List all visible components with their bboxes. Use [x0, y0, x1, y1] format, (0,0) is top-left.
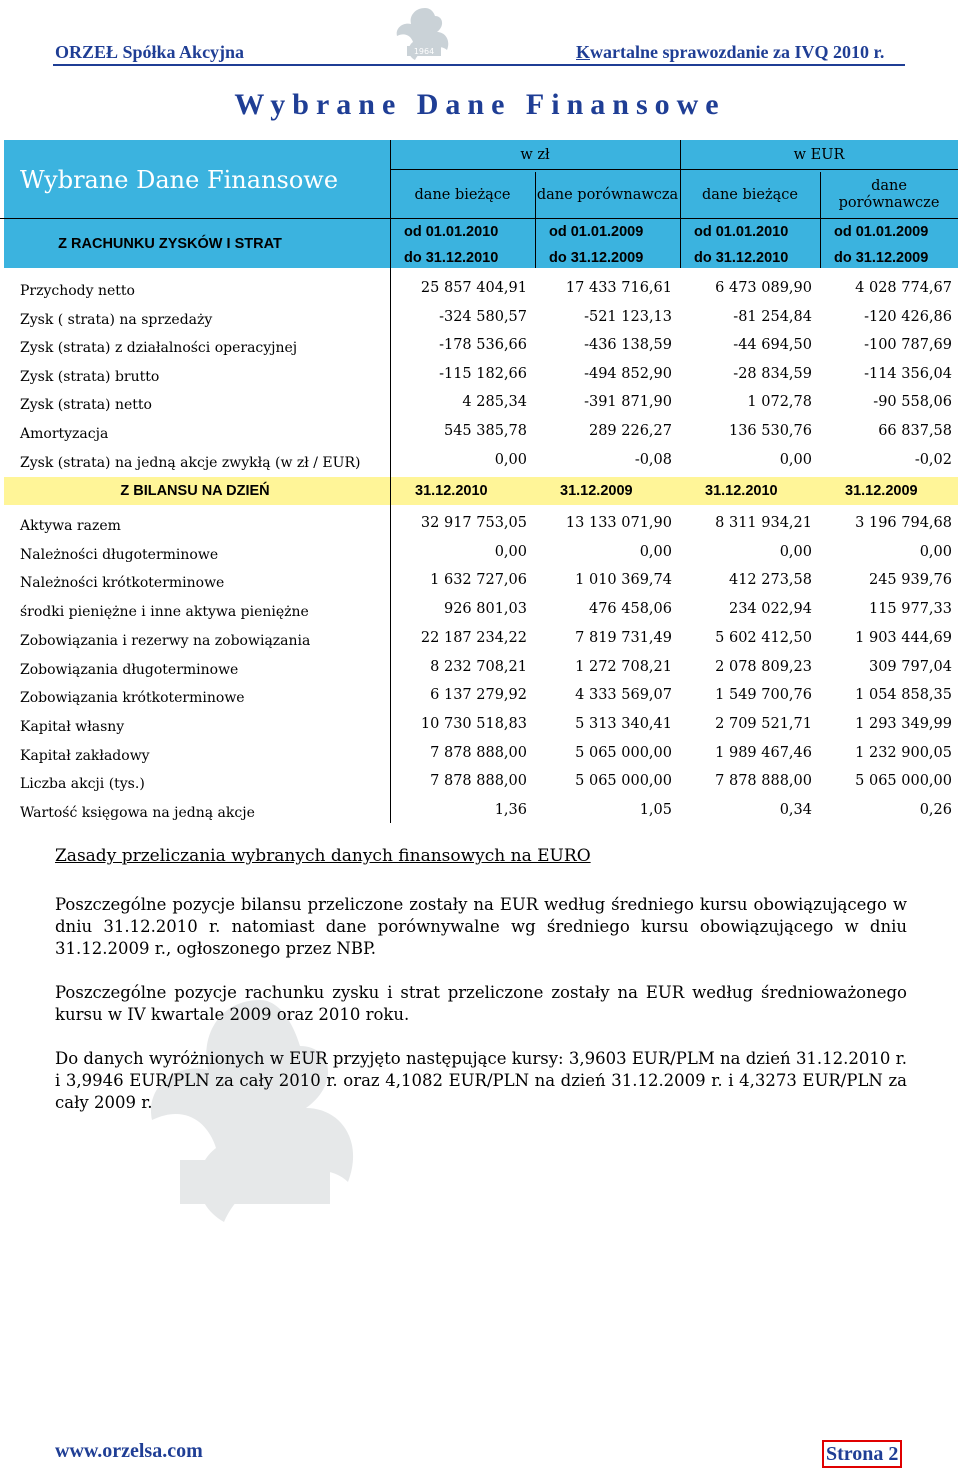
balance-row-value: 1 272 708,21 [575, 658, 672, 675]
company-name: ORZEŁ Spółka Akcyjna [55, 42, 245, 62]
col-header-pln-comparative: dane porównawcza [536, 186, 679, 203]
balance-section-title: Z BILANSU NA DZIEŃ [120, 483, 270, 499]
balance-row-label: Należności krótkoterminowe [20, 575, 225, 592]
balance-row-value: 7 878 888,00 [715, 773, 812, 790]
income-row-value: 136 530,76 [728, 423, 812, 439]
income-row-value: 545 385,78 [443, 423, 527, 439]
balance-row-label: Wartość księgowa na jedną akcje [20, 805, 255, 821]
income-row-value: 289 226,27 [588, 423, 672, 439]
income-row-value: 17 433 716,61 [565, 280, 672, 296]
balance-row-value: 1 232 900,05 [855, 744, 952, 761]
income-row-label: Zysk (strata) netto [20, 397, 152, 414]
notes-paragraph-2: Poszczególne pozycje rachunku zysku i strat przeliczone zostały na EUR według średnioważonego kursu w IV kwartale 2009 oraz 2010 roku. [55, 983, 907, 1024]
notes-title: Zasady przeliczania wybranych danych finansowych na EURO [55, 846, 591, 866]
income-row-value: -391 871,90 [584, 394, 672, 411]
balance-row-value: 5 313 340,41 [575, 715, 672, 732]
col-header-pln-current: dane bieżące [414, 187, 511, 203]
grid-line-h1 [390, 169, 958, 170]
balance-row-value: 1,05 [639, 802, 672, 818]
balance-date-1: 31.12.2009 [560, 483, 633, 499]
period-to-3: do 31.12.2009 [834, 250, 929, 266]
group-label-pln: w zł [520, 147, 550, 163]
income-row-value: -28 834,59 [733, 365, 812, 382]
group-label-eur: w EUR [793, 147, 845, 163]
income-row-value: 0,00 [779, 451, 812, 468]
balance-row-label: Zobowiązania długoterminowe [20, 661, 239, 678]
page-title: Wybrane Dane Finansowe [234, 88, 726, 121]
income-row-label: Przychody netto [20, 283, 135, 299]
balance-row-value: 4 333 569,07 [575, 687, 672, 704]
period-to-2: do 31.12.2010 [694, 250, 789, 266]
grid-line-h2 [0, 218, 958, 219]
balance-row-value: 1,36 [494, 802, 527, 818]
balance-row-value: 1 010 369,74 [575, 572, 672, 589]
balance-row-value: 32 917 753,05 [420, 515, 527, 531]
balance-row-value: 0,26 [919, 802, 952, 818]
page-number: Strona 2 [822, 1440, 902, 1468]
balance-row-label: Liczba akcji (tys.) [20, 776, 145, 793]
balance-row-value: 2 709 521,71 [715, 715, 812, 732]
balance-row-value: 0,00 [639, 543, 672, 560]
income-row-value: -0,02 [914, 451, 952, 468]
balance-row-value: 234 022,94 [728, 601, 812, 618]
period-from-0: od 01.01.2010 [404, 224, 499, 240]
balance-row-value: 1 632 727,06 [430, 572, 527, 589]
period-from-2: od 01.01.2010 [694, 224, 789, 240]
grid-line-v3 [680, 140, 681, 268]
grid-line-v4 [820, 172, 821, 268]
notes-paragraph-3: Do danych wyróżnionych w EUR przyjęto następujące kursy: 3,9603 EUR/PLM na dzień 31.12.2010 r. i 3,9946 EUR/PLN za cały 2010 r. oraz 4,1082 EUR/PLN na dzień 31.12.2009 r. i 4,3273 EUR/PLN za cały 2009 r. [55, 1049, 907, 1112]
income-row-value: -44 694,50 [733, 337, 812, 354]
balance-row-value: 5 065 000,00 [575, 744, 672, 761]
income-row-value: -120 426,86 [864, 308, 952, 325]
income-row-value: -521 123,13 [584, 308, 672, 325]
income-row-value: -436 138,59 [584, 337, 672, 354]
income-row-label: Amortyzacja [20, 426, 109, 442]
balance-row-label: Kapitał własny [20, 718, 125, 735]
balance-row-value: 5 065 000,00 [575, 773, 672, 790]
balance-row-value: 2 078 809,23 [715, 658, 812, 675]
income-row-value: 1 072,78 [747, 394, 812, 411]
balance-row-value: 3 196 794,68 [855, 515, 952, 531]
balance-row-value: 0,00 [494, 543, 527, 560]
balance-row-value: 1 989 467,46 [715, 744, 812, 761]
balance-row-value: 1 293 349,99 [855, 715, 952, 732]
income-row-label: Zysk (strata) brutto [20, 368, 160, 385]
balance-date-3: 31.12.2009 [845, 483, 918, 499]
balance-row-value: 10 730 518,83 [420, 715, 527, 732]
balance-date-2: 31.12.2010 [705, 483, 778, 499]
income-row-value: -90 558,06 [873, 394, 952, 411]
income-section-title: Z RACHUNKU ZYSKÓW I STRAT [58, 236, 282, 252]
income-row-label: Zysk (strata) na jedną akcje zwykłą (w zł / EUR) [20, 454, 361, 471]
report-title-rest: wartalne sprawozdanie za IVQ 2010 r. [590, 42, 885, 62]
col-header-eur-current: dane bieżące [702, 187, 798, 203]
period-to-1: do 31.12.2009 [549, 250, 644, 266]
balance-row-value: 7 878 888,00 [430, 744, 527, 761]
balance-row-label: Zobowiązania i rezerwy na zobowiązania [20, 632, 311, 649]
balance-row-value: 13 133 071,90 [565, 515, 672, 531]
balance-row-label: Należności długoterminowe [20, 546, 219, 563]
income-row-value: 6 473 089,90 [715, 280, 812, 296]
balance-row-label: Aktywa razem [20, 518, 121, 534]
balance-row-label: Zobowiązania krótkoterminowe [20, 690, 245, 707]
balance-row-value: 8 232 708,21 [430, 658, 527, 675]
income-row-value: 4 028 774,67 [855, 280, 952, 296]
period-from-3: od 01.01.2009 [834, 224, 929, 240]
income-row-value: 4 285,34 [462, 394, 527, 411]
income-row-label: Zysk ( strata) na sprzedaży [20, 311, 213, 328]
balance-row-value: 22 187 234,22 [420, 629, 527, 646]
grid-line-v1 [390, 140, 391, 823]
balance-row-value: 7 819 731,49 [575, 629, 672, 646]
income-row-value: -324 580,57 [439, 308, 527, 325]
notes-body [55, 894, 907, 1136]
period-from-1: od 01.01.2009 [549, 224, 644, 240]
income-row-value: -115 182,66 [439, 365, 527, 382]
income-row-value: 66 837,58 [878, 423, 952, 439]
balance-row-value: 0,00 [919, 543, 952, 560]
income-row-value: -494 852,90 [584, 365, 672, 382]
balance-row-value: 5 065 000,00 [855, 773, 952, 790]
balance-row-value: 926 801,03 [443, 601, 527, 618]
balance-row-value: 412 273,58 [728, 572, 812, 589]
income-row-value: -100 787,69 [864, 337, 952, 354]
balance-row-label: środki pieniężne i inne aktywa pieniężne [20, 604, 309, 621]
notes-paragraph-1: Poszczególne pozycje bilansu przeliczone zostały na EUR według średniego kursu obowiązującego w dniu 31.12.2010 r. natomiast dane porównywalne wg średniego kursu obowiązującego w dniu 31.12.2009 r., ogłoszonego przez NBP. [55, 895, 907, 958]
income-row-value: 0,00 [494, 451, 527, 468]
balance-row-value: 7 878 888,00 [430, 773, 527, 790]
balance-date-0: 31.12.2010 [415, 483, 488, 499]
balance-row-value: 6 137 279,92 [430, 687, 527, 704]
report-title-first: K [576, 42, 591, 62]
balance-row-label: Kapitał zakładowy [20, 747, 150, 764]
logo-year: 1964 [413, 47, 435, 56]
balance-row-value: 0,34 [779, 802, 812, 818]
balance-row-value: 1 549 700,76 [715, 687, 812, 704]
income-row-value: -114 356,04 [864, 365, 952, 382]
balance-row-value: 1 054 858,35 [855, 687, 952, 704]
balance-row-value: 245 939,76 [868, 572, 952, 589]
income-row-value: -81 254,84 [733, 308, 812, 325]
balance-row-value: 1 903 444,69 [855, 629, 952, 646]
balance-row-value: 476 458,06 [588, 601, 672, 618]
website-link[interactable]: www.orzelsa.com [55, 1440, 203, 1462]
period-to-0: do 31.12.2010 [404, 250, 499, 266]
balance-row-value: 5 602 412,50 [715, 629, 812, 646]
col-header-eur-comparative: dane porównawcze [838, 178, 940, 211]
income-row-value: -0,08 [634, 451, 672, 468]
balance-row-value: 8 311 934,21 [715, 515, 812, 531]
income-row-value: 25 857 404,91 [420, 280, 527, 296]
income-row-label: Zysk (strata) z działalności operacyjnej [20, 340, 298, 357]
balance-row-value: 0,00 [779, 543, 812, 560]
side-title: Wybrane Dane Finansowe [20, 166, 339, 194]
balance-row-value: 309 797,04 [868, 658, 952, 675]
income-row-value: -178 536,66 [439, 337, 527, 354]
grid-line-v2 [535, 172, 536, 268]
balance-row-value: 115 977,33 [868, 601, 952, 618]
